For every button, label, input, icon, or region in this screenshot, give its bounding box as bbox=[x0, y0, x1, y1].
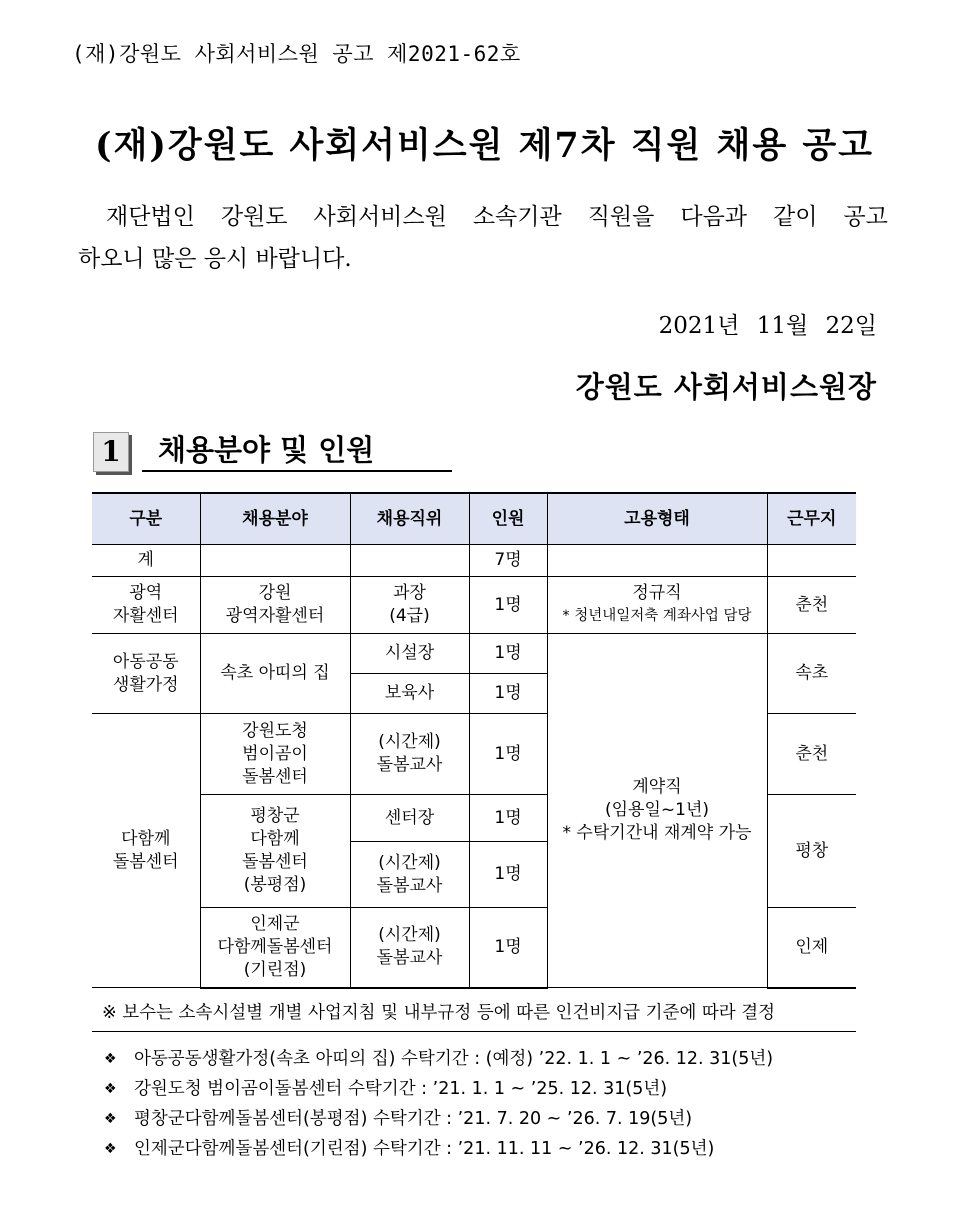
position-cell: 센터장 bbox=[350, 795, 469, 842]
category-cell: 아동공동 생활가정 bbox=[92, 634, 200, 714]
table-cell bbox=[767, 545, 856, 577]
list-item bbox=[104, 1134, 904, 1164]
list-item-text: 아동공동생활가정(속초 아띠의 집) 수탁기간 : (예정) ’22. 1. 1 ~ ’26. 12. 31(5년) bbox=[134, 1049, 774, 1069]
category-cell: 다함께 돌봄센터 bbox=[92, 714, 200, 988]
position-cell: 시설장 bbox=[350, 634, 469, 674]
salary-note: ※ 보수는 소속시설별 개별 사업지침 및 내부규정 등에 따른 인건비지급 기준에 따라 결정 bbox=[92, 996, 856, 1032]
intro-word: 다음과 bbox=[680, 204, 748, 230]
table-row bbox=[92, 577, 856, 634]
document-number: (재)강원도 사회서비스원 공고 제2021-62호 bbox=[72, 42, 521, 66]
section-title: 채용분야 및 인원 bbox=[142, 428, 452, 472]
intro-word: 강원도 bbox=[220, 204, 288, 230]
recruitment-table bbox=[92, 492, 856, 989]
location-cell: 인제 bbox=[767, 908, 856, 988]
diamond-bullet-icon: ❖ bbox=[104, 1081, 117, 1097]
table-header: 인원 bbox=[469, 493, 547, 545]
category-cell: 광역 자활센터 bbox=[92, 577, 200, 634]
diamond-bullet-icon: ❖ bbox=[104, 1141, 117, 1157]
location-cell: 평창 bbox=[767, 795, 856, 908]
table-cell bbox=[350, 545, 469, 577]
count-cell: 1명 bbox=[469, 577, 547, 634]
intro-line-1 bbox=[78, 196, 888, 238]
table-row-total bbox=[92, 545, 856, 577]
field-cell: 속초 아띠의 집 bbox=[200, 634, 350, 714]
table-header: 채용분야 bbox=[200, 493, 350, 545]
field-cell: 강원도청 범이곰이 돌봄센터 bbox=[200, 714, 350, 795]
position-cell: (시간제) 돌봄교사 bbox=[350, 908, 469, 988]
list-item bbox=[104, 1104, 904, 1134]
count-cell: 1명 bbox=[469, 842, 547, 908]
employment-type-cell: 계약직 (임용일~1년) * 수탁기간내 재계약 가능 bbox=[547, 634, 767, 988]
diamond-bullet-icon: ❖ bbox=[104, 1051, 117, 1067]
intro-word: 소속기관 bbox=[472, 204, 562, 230]
employment-type-note: * 청년내일저축 계좌사업 담당 bbox=[562, 608, 752, 624]
diamond-bullet-icon: ❖ bbox=[104, 1111, 117, 1127]
count-cell: 1명 bbox=[469, 634, 547, 674]
total-count: 7명 bbox=[469, 545, 547, 577]
employment-type-cell bbox=[547, 577, 767, 634]
count-cell: 1명 bbox=[469, 795, 547, 842]
signer-name: 강원도 사회서비스원장 bbox=[575, 370, 877, 404]
intro-word: 사회서비스원 bbox=[313, 204, 447, 230]
section-number-badge: 1 bbox=[93, 432, 129, 472]
table-header: 고용형태 bbox=[547, 493, 767, 545]
intro-line-2: 하오니 많은 응시 바랍니다. bbox=[78, 246, 352, 272]
intro-word: 같이 bbox=[773, 204, 818, 230]
list-item-text: 평창군다함께돌봄센터(봉평점) 수탁기간 : ’21. 7. 20 ~ ’26. 7. 19(5년) bbox=[134, 1109, 693, 1129]
table-header: 근무지 bbox=[767, 493, 856, 545]
field-cell: 강원 광역자활센터 bbox=[200, 577, 350, 634]
total-label: 계 bbox=[92, 545, 200, 577]
table-row bbox=[92, 634, 856, 674]
count-cell: 1명 bbox=[469, 674, 547, 714]
table-header-row bbox=[92, 493, 856, 545]
field-cell: 인제군 다함께돌봄센터 (기린점) bbox=[200, 908, 350, 988]
table-header: 구분 bbox=[92, 493, 200, 545]
contract-period-list bbox=[104, 1044, 904, 1164]
employment-type-main: 정규직 bbox=[632, 583, 682, 603]
field-cell: 평창군 다함께 돌봄센터 (봉평점) bbox=[200, 795, 350, 908]
list-item bbox=[104, 1044, 904, 1074]
count-cell: 1명 bbox=[469, 714, 547, 795]
intro-word: 공고 bbox=[843, 204, 888, 230]
list-item bbox=[104, 1074, 904, 1104]
intro-word: 직원을 bbox=[587, 204, 655, 230]
location-cell: 춘천 bbox=[767, 577, 856, 634]
position-cell: (시간제) 돌봄교사 bbox=[350, 842, 469, 908]
intro-paragraph bbox=[78, 196, 888, 280]
location-cell: 춘천 bbox=[767, 714, 856, 795]
list-item-text: 강원도청 범이곰이돌봄센터 수탁기간 : ’21. 1. 1 ~ ’25. 12. 31(5년) bbox=[134, 1079, 668, 1099]
position-cell: (시간제) 돌봄교사 bbox=[350, 714, 469, 795]
page-title: (재)강원도 사회서비스원 제7차 직원 채용 공고 bbox=[95, 125, 874, 166]
announcement-date: 2021년 11월 22일 bbox=[658, 313, 877, 339]
table-header: 채용직위 bbox=[350, 493, 469, 545]
table-cell bbox=[547, 545, 767, 577]
table-cell bbox=[200, 545, 350, 577]
position-cell: 과장 (4급) bbox=[350, 577, 469, 634]
intro-word: 재단법인 bbox=[106, 204, 195, 230]
list-item-text: 인제군다함께돌봄센터(기린점) 수탁기간 : ’21. 11. 11 ~ ’26. 12. 31(5년) bbox=[134, 1139, 715, 1159]
count-cell: 1명 bbox=[469, 908, 547, 988]
position-cell: 보육사 bbox=[350, 674, 469, 714]
location-cell: 속초 bbox=[767, 634, 856, 714]
